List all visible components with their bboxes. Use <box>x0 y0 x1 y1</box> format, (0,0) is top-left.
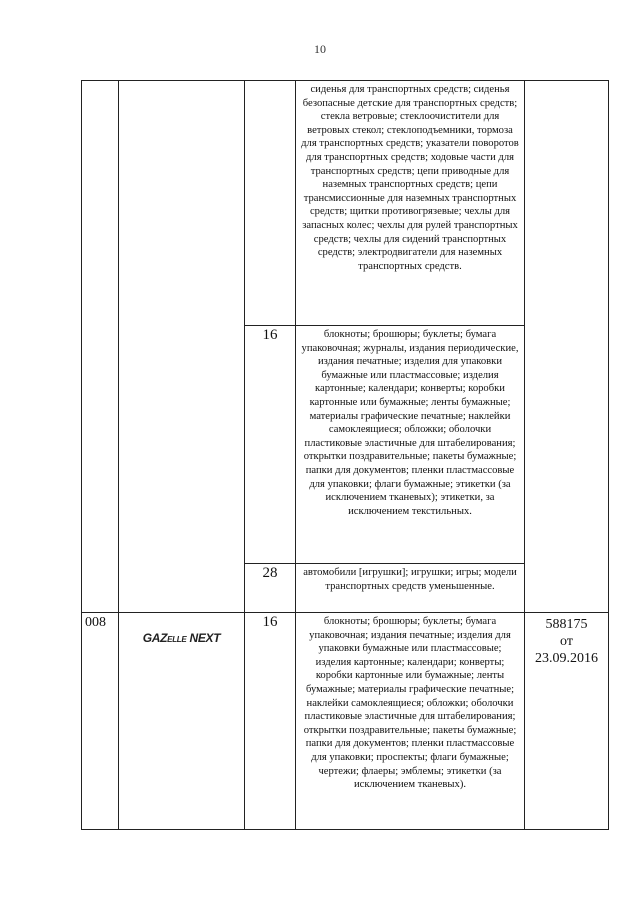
trademark-registry-table <box>81 80 609 830</box>
trademark-logo-cell <box>119 613 245 830</box>
entry-number-cell <box>82 81 119 613</box>
registration-date: 23.09.2016 <box>535 651 598 666</box>
class-cell <box>245 81 296 326</box>
table-row <box>82 613 609 830</box>
entry-number-cell: 008 <box>82 613 119 830</box>
registration-cell <box>525 81 609 613</box>
class-cell: 16 <box>245 613 296 830</box>
goods-list-cell: автомобили [игрушки]; игрушки; игры; модели транспортных средств уменьшенные. <box>296 564 525 613</box>
class-cell: 28 <box>245 564 296 613</box>
goods-list-cell: блокноты; брошюры; буклеты; бумага упаковочная; журналы, издания периодические, издания печатные; изделия для упаковки бумажные или пластмассовые; изделия картонные; календари; конверты; коробки картонные или бумажные; ленты бумажные; материалы графические печатные; наклейки самоклеящиеся; обложки; оболочки пластиковые эластичные для штабелирования; открытки поздравительные; пакеты бумажные; папки для документов; пленки пластмассовые для упаковки; флаги бумажные; этикетки (за исключением тканевых); этикетки, за исключением текстильных. <box>296 326 525 564</box>
goods-list-cell: сиденья для транспортных средств; сиденья безопасные детские для транспортных средств; стекла ветровые; стеклоочистители для ветровых стекол; стеклоподъемники, тормоза для транспортных средств; указатели поворотов для транспортных средств; ходовые части для транспортных средств; цепи приводные для наземных транспортных средств; цепи трансмиссионные для наземных транспортных средств; щитки противогрязевые; чехлы для запасных колес; чехлы для рулей транспортных средств; чехлы для сидений транспортных средств; электродвигатели для наземных транспортных средств. <box>296 81 525 326</box>
class-cell: 16 <box>245 326 296 564</box>
goods-list-cell: блокноты; брошюры; буклеты; бумага упаковочная; издания печатные; изделия для упаковки бумажные или пластмассовые; изделия картонные; календари; конверты; коробки картонные или бумажные; ленты бумажные; материалы графические печатные; наклейки самоклеящиеся; обложки; оболочки пластиковые эластичные для штабелирования; открытки поздравительные; пакеты бумажные; папки для документов; пленки пластмассовые для упаковки; проспекты; флаги бумажные; чертежи; флаеры; эмблемы; этикетки (за исключением тканевых). <box>296 613 525 830</box>
registration-from: от <box>560 634 573 649</box>
registration-number: 588175 <box>545 617 588 632</box>
trademark-image-cell <box>119 81 245 613</box>
table-row <box>82 81 609 326</box>
registration-cell <box>525 613 609 830</box>
gazelle-next-logo: GAZELLE NEXT <box>142 631 221 645</box>
page-number: 10 <box>314 42 326 56</box>
